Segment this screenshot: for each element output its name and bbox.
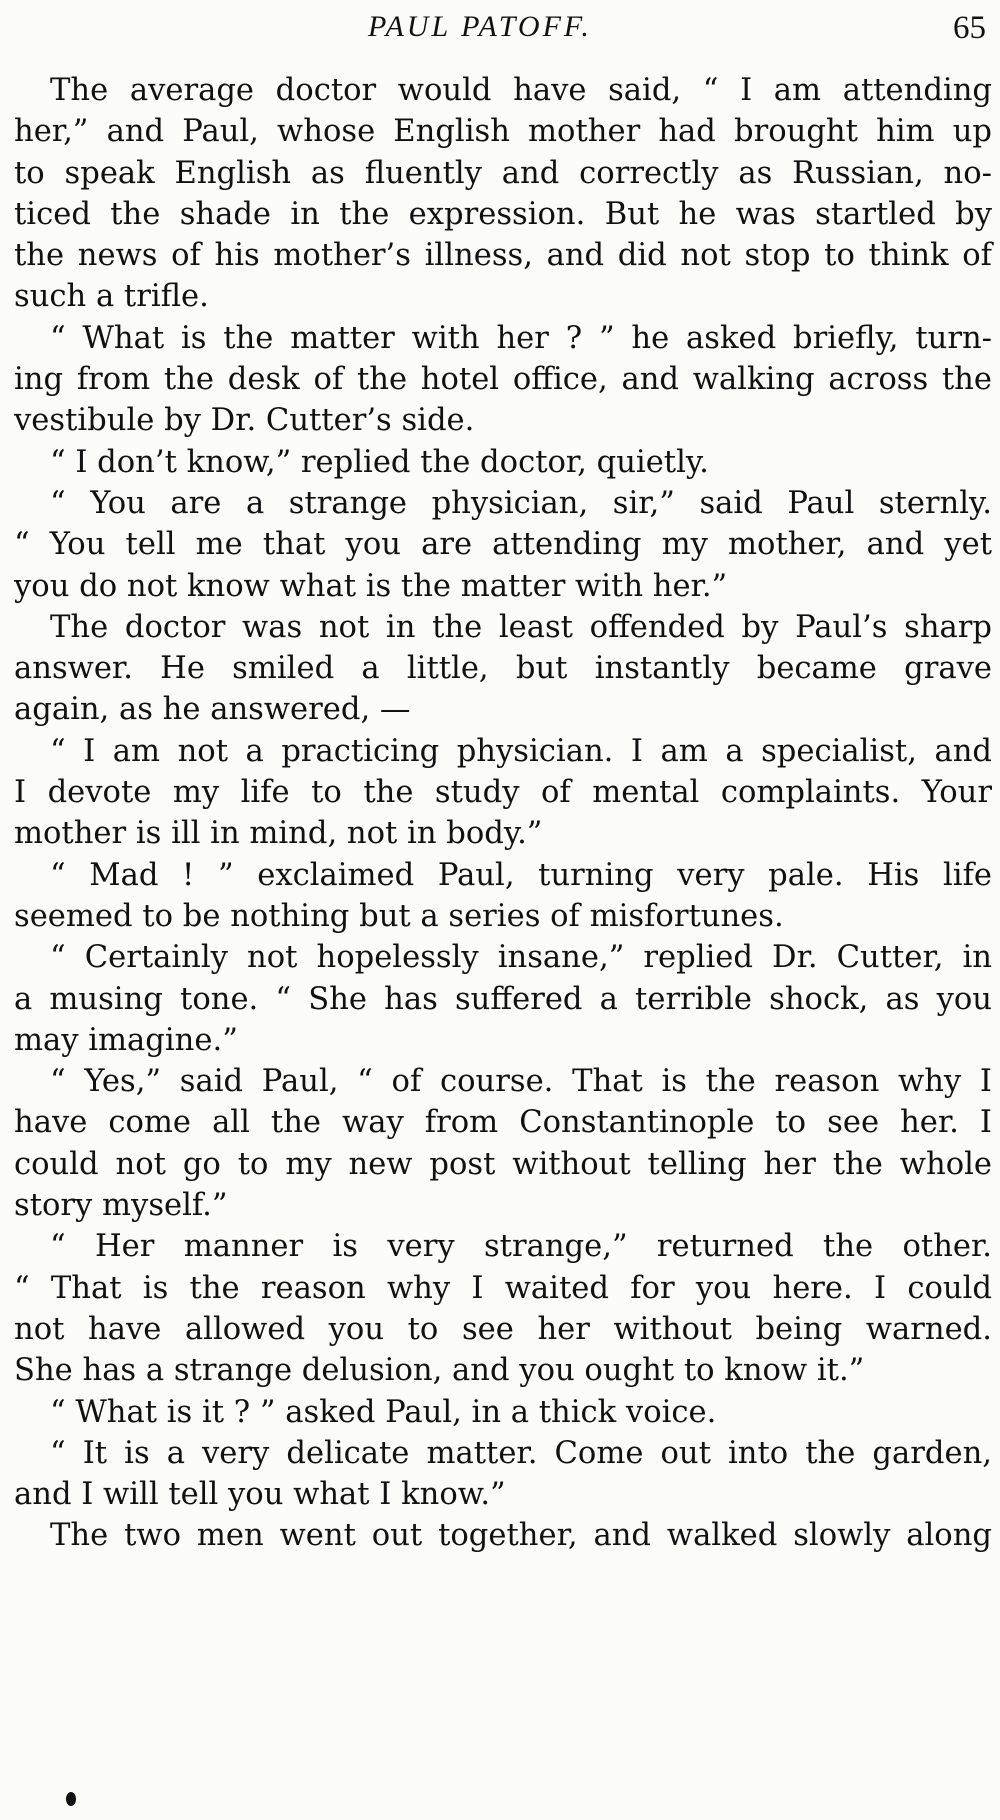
text-line: seemed to be nothing but a series of misfortunes. <box>14 898 784 934</box>
text-line: “ Mad ! ” exclaimed Paul, turning very pale. His life <box>50 857 992 893</box>
text-line: not have allowed you to see her without being warned. <box>14 1311 992 1347</box>
text-line: ing from the desk of the hotel office, and walking across the <box>14 362 992 398</box>
text-line: answer. He smiled a little, but instantly became grave <box>14 651 992 687</box>
text-line: and I will tell you what I know.” <box>14 1477 506 1513</box>
text-line: to speak English as fluently and correctly as Russian, no- <box>14 155 992 191</box>
running-head <box>14 10 990 60</box>
text-line: have come all the way from Constantinople to see her. I <box>14 1105 992 1141</box>
text-line: “ Yes,” said Paul, “ of course. That is the reason why I <box>50 1064 992 1100</box>
body-text <box>14 70 992 1557</box>
text-line: vestibule by Dr. Cutter’s side. <box>14 403 475 439</box>
text-line: “ That is the reason why I waited for you here. I could <box>14 1270 992 1306</box>
text-line: mother is ill in mind, not in body.” <box>14 816 543 852</box>
text-line: The two men went out together, and walked slowly along <box>50 1518 992 1554</box>
text-line: The average doctor would have said, “ I am attending <box>50 73 992 108</box>
text-line: you do not know what is the matter with her.” <box>14 568 728 604</box>
text-line: her,” and Paul, whose English mother had brought him up <box>14 114 992 150</box>
text-line: “ Her manner is very strange,” returned the other. <box>50 1229 992 1265</box>
text-line: “ I don’t know,” replied the doctor, quietly. <box>50 444 709 480</box>
text-line: She has a strange delusion, and you ought to know it.” <box>14 1353 865 1389</box>
text-line: The doctor was not in the least offended by Paul’s sharp <box>50 609 992 645</box>
text-line: a musing tone. “ She has suffered a terrible shock, as you <box>14 981 992 1017</box>
text-line: again, as he answered, — <box>14 692 411 728</box>
text-line: “ It is a very delicate matter. Come out into the garden, <box>50 1435 992 1471</box>
text-line: story myself.” <box>14 1188 228 1224</box>
text-line: “ What is the matter with her ? ” he asked briefly, turn- <box>50 320 992 356</box>
text-line: the news of his mother’s illness, and did not stop to think of <box>14 238 992 274</box>
text-line: “ You are a strange physician, sir,” said Paul sternly. <box>50 485 992 521</box>
text-line: “ I am not a practicing physician. I am a specialist, and <box>50 733 992 769</box>
text-line: ticed the shade in the expression. But he was startled by <box>14 196 992 232</box>
page-number: 65 <box>953 10 986 46</box>
text-line: “ Certainly not hopelessly insane,” replied Dr. Cutter, in <box>50 940 992 976</box>
text-line: I devote my life to the study of mental complaints. Your <box>14 775 992 811</box>
text-line: may imagine.” <box>14 1022 238 1058</box>
text-line: “ What is it ? ” asked Paul, in a thick voice. <box>50 1394 717 1430</box>
ink-speck <box>66 1792 76 1806</box>
text-line: “ You tell me that you are attending my mother, and yet <box>14 527 992 563</box>
text-line: such a trifle. <box>14 279 209 315</box>
text-line: could not go to my new post without telling her the whole <box>14 1146 992 1182</box>
running-title: PAUL PATOFF. <box>368 10 592 43</box>
